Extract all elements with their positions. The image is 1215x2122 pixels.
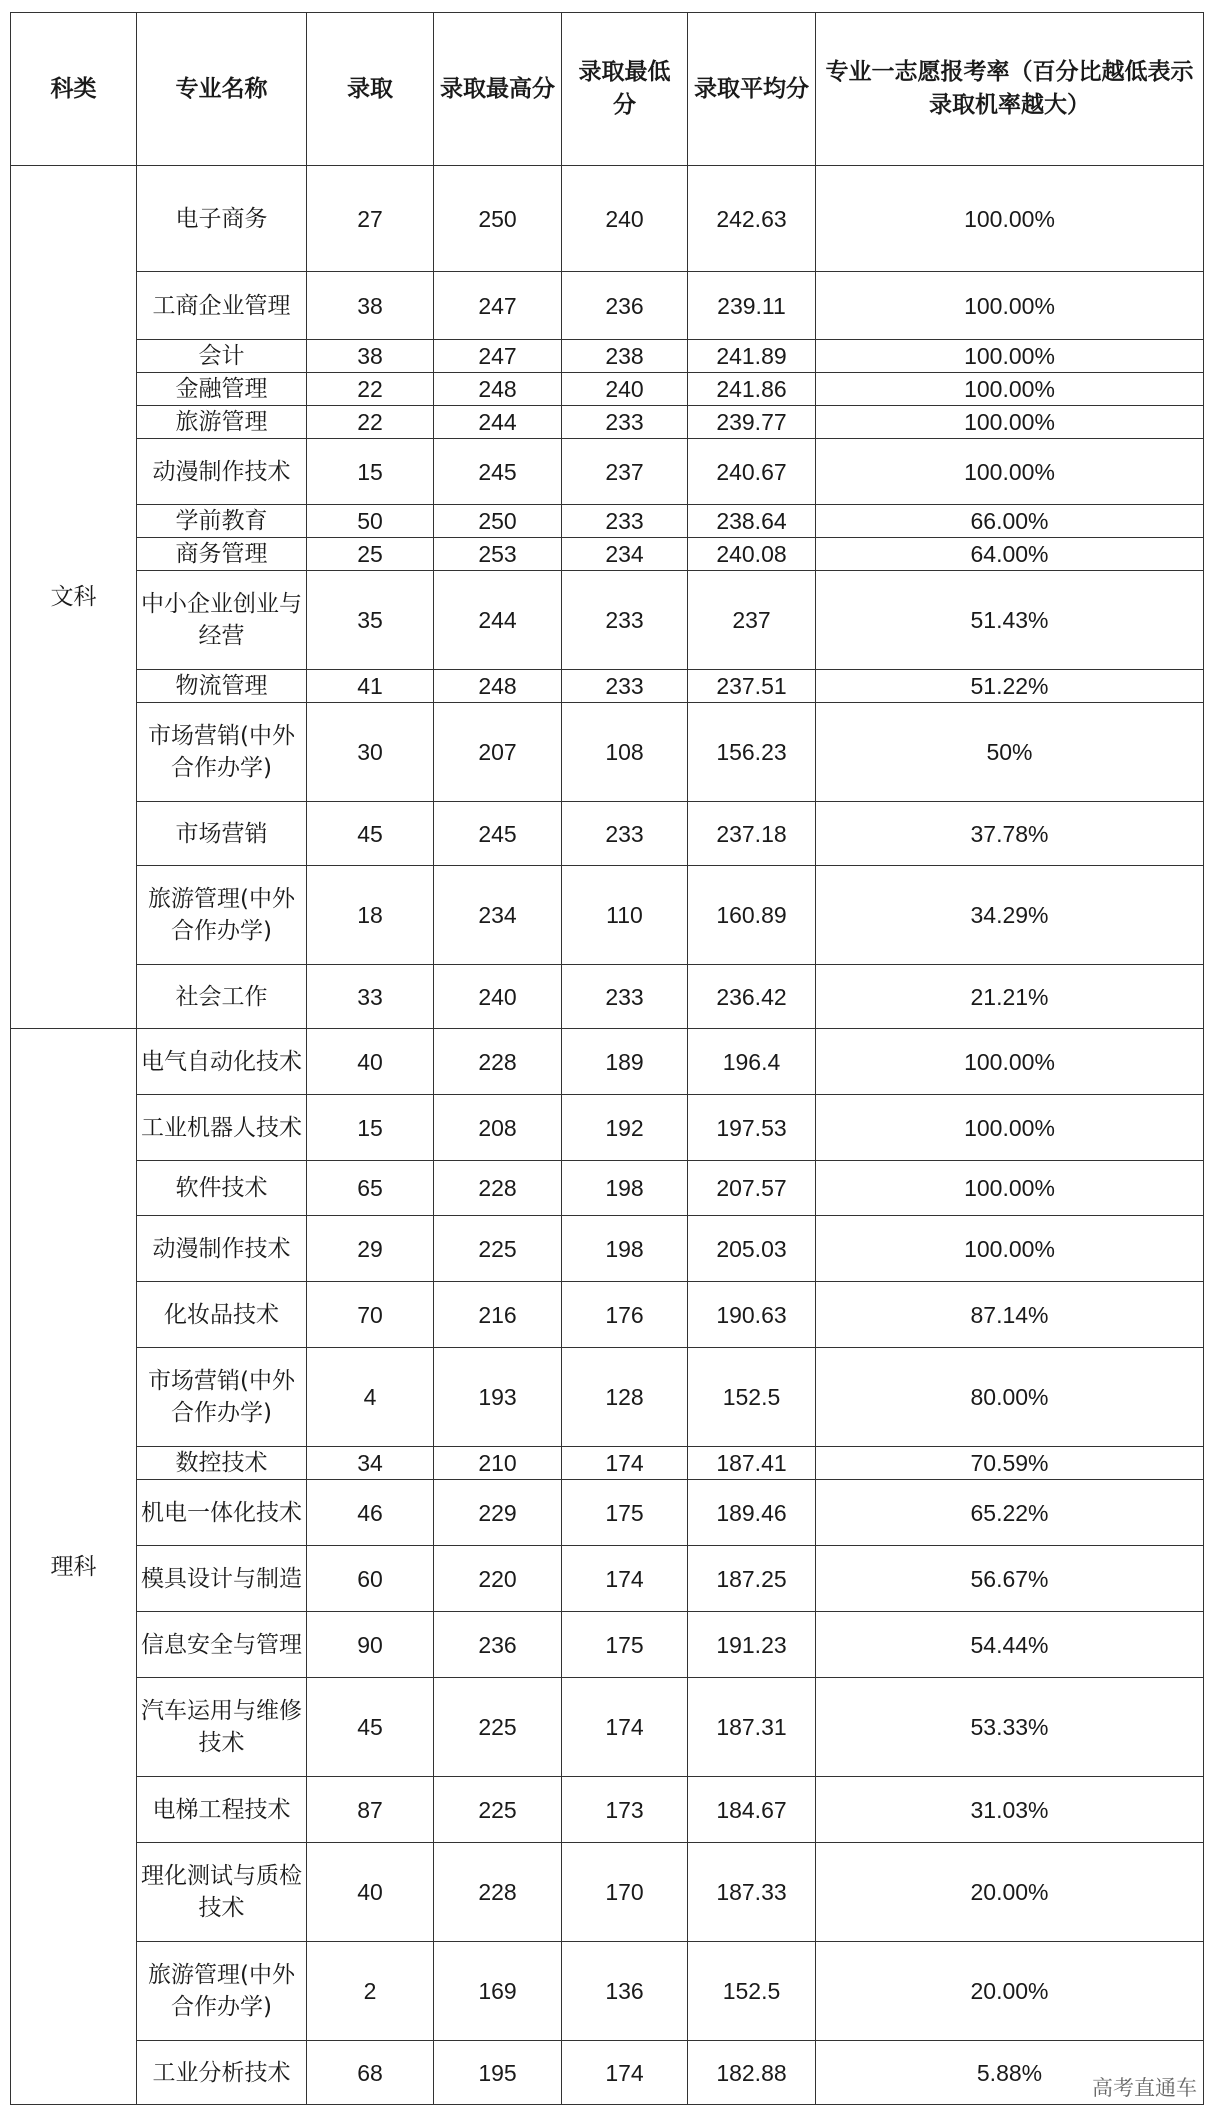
avg-score-cell: 240.67 xyxy=(688,439,816,505)
admitted-cell: 46 xyxy=(307,1480,434,1546)
avg-score-cell: 196.4 xyxy=(688,1029,816,1095)
major-name-cell: 理化测试与质检技术 xyxy=(137,1843,307,1942)
max-score-cell: 228 xyxy=(434,1843,562,1942)
major-name-cell: 中小企业创业与经营 xyxy=(137,571,307,670)
table-row xyxy=(11,1942,1204,2041)
max-score-cell: 225 xyxy=(434,1678,562,1777)
avg-score-cell: 187.41 xyxy=(688,1447,816,1480)
avg-score-cell: 238.64 xyxy=(688,505,816,538)
table-row xyxy=(11,1095,1204,1161)
avg-score-cell: 190.63 xyxy=(688,1282,816,1348)
admitted-cell: 45 xyxy=(307,1678,434,1777)
major-name-cell: 市场营销 xyxy=(137,802,307,866)
table-row xyxy=(11,340,1204,373)
major-name-cell: 工业机器人技术 xyxy=(137,1095,307,1161)
admitted-cell: 15 xyxy=(307,439,434,505)
major-name-cell: 会计 xyxy=(137,340,307,373)
min-score-cell: 240 xyxy=(562,373,688,406)
first-choice-rate-cell: 31.03% xyxy=(816,1777,1204,1843)
table-row xyxy=(11,1447,1204,1480)
max-score-cell: 250 xyxy=(434,505,562,538)
min-score-cell: 236 xyxy=(562,272,688,340)
avg-score-cell: 241.86 xyxy=(688,373,816,406)
avg-score-cell: 152.5 xyxy=(688,1348,816,1447)
admitted-cell: 27 xyxy=(307,166,434,272)
major-name-cell: 市场营销(中外合作办学) xyxy=(137,703,307,802)
admitted-cell: 45 xyxy=(307,802,434,866)
table-row xyxy=(11,1777,1204,1843)
avg-score-cell: 182.88 xyxy=(688,2041,816,2105)
first-choice-rate-cell: 66.00% xyxy=(816,505,1204,538)
avg-score-cell: 207.57 xyxy=(688,1161,816,1216)
admitted-cell: 90 xyxy=(307,1612,434,1678)
admitted-cell: 25 xyxy=(307,538,434,571)
max-score-cell: 253 xyxy=(434,538,562,571)
min-score-cell: 128 xyxy=(562,1348,688,1447)
min-score-cell: 174 xyxy=(562,1546,688,1612)
admitted-cell: 4 xyxy=(307,1348,434,1447)
first-choice-rate-cell: 100.00% xyxy=(816,272,1204,340)
major-name-cell: 机电一体化技术 xyxy=(137,1480,307,1546)
max-score-cell: 236 xyxy=(434,1612,562,1678)
max-score-cell: 247 xyxy=(434,272,562,340)
table-row xyxy=(11,866,1204,965)
header-row xyxy=(11,13,1204,166)
first-choice-rate-cell: 51.22% xyxy=(816,670,1204,703)
major-name-cell: 工商企业管理 xyxy=(137,272,307,340)
first-choice-rate-cell: 100.00% xyxy=(816,1161,1204,1216)
min-score-cell: 233 xyxy=(562,406,688,439)
max-score-cell: 245 xyxy=(434,802,562,866)
avg-score-cell: 187.25 xyxy=(688,1546,816,1612)
header-avg-score: 录取平均分 xyxy=(688,13,816,166)
avg-score-cell: 239.77 xyxy=(688,406,816,439)
table-row xyxy=(11,703,1204,802)
avg-score-cell: 241.89 xyxy=(688,340,816,373)
first-choice-rate-cell: 20.00% xyxy=(816,1843,1204,1942)
admitted-cell: 40 xyxy=(307,1843,434,1942)
major-name-cell: 市场营销(中外合作办学) xyxy=(137,1348,307,1447)
avg-score-cell: 184.67 xyxy=(688,1777,816,1843)
max-score-cell: 240 xyxy=(434,965,562,1029)
major-name-cell: 信息安全与管理 xyxy=(137,1612,307,1678)
table-row xyxy=(11,439,1204,505)
min-score-cell: 175 xyxy=(562,1612,688,1678)
table-row xyxy=(11,1348,1204,1447)
avg-score-cell: 156.23 xyxy=(688,703,816,802)
first-choice-rate-cell: 100.00% xyxy=(816,340,1204,373)
min-score-cell: 233 xyxy=(562,965,688,1029)
major-name-cell: 软件技术 xyxy=(137,1161,307,1216)
first-choice-rate-cell: 100.00% xyxy=(816,166,1204,272)
first-choice-rate-cell: 53.33% xyxy=(816,1678,1204,1777)
watermark: 高考直通车 xyxy=(1092,2076,1197,2100)
max-score-cell: 216 xyxy=(434,1282,562,1348)
min-score-cell: 174 xyxy=(562,1447,688,1480)
max-score-cell: 244 xyxy=(434,406,562,439)
max-score-cell: 228 xyxy=(434,1161,562,1216)
admitted-cell: 60 xyxy=(307,1546,434,1612)
avg-score-cell: 191.23 xyxy=(688,1612,816,1678)
max-score-cell: 225 xyxy=(434,1777,562,1843)
major-name-cell: 社会工作 xyxy=(137,965,307,1029)
header-category: 科类 xyxy=(11,13,137,166)
avg-score-cell: 205.03 xyxy=(688,1216,816,1282)
min-score-cell: 176 xyxy=(562,1282,688,1348)
avg-score-cell: 189.46 xyxy=(688,1480,816,1546)
table-row xyxy=(11,166,1204,272)
table-row xyxy=(11,1161,1204,1216)
admission-table xyxy=(10,12,1204,2105)
admitted-cell: 41 xyxy=(307,670,434,703)
table-row xyxy=(11,1678,1204,1777)
max-score-cell: 193 xyxy=(434,1348,562,1447)
table-body xyxy=(11,166,1204,2105)
admitted-cell: 18 xyxy=(307,866,434,965)
min-score-cell: 110 xyxy=(562,866,688,965)
min-score-cell: 108 xyxy=(562,703,688,802)
max-score-cell: 245 xyxy=(434,439,562,505)
avg-score-cell: 237.18 xyxy=(688,802,816,866)
max-score-cell: 244 xyxy=(434,571,562,670)
admitted-cell: 40 xyxy=(307,1029,434,1095)
first-choice-rate-cell: 100.00% xyxy=(816,439,1204,505)
header-max-score: 录取最高分 xyxy=(434,13,562,166)
min-score-cell: 175 xyxy=(562,1480,688,1546)
min-score-cell: 233 xyxy=(562,670,688,703)
avg-score-cell: 160.89 xyxy=(688,866,816,965)
major-name-cell: 物流管理 xyxy=(137,670,307,703)
header-admitted: 录取 xyxy=(307,13,434,166)
table-row xyxy=(11,1216,1204,1282)
major-name-cell: 数控技术 xyxy=(137,1447,307,1480)
min-score-cell: 198 xyxy=(562,1216,688,1282)
first-choice-rate-cell: 100.00% xyxy=(816,1029,1204,1095)
min-score-cell: 174 xyxy=(562,1678,688,1777)
major-name-cell: 电子商务 xyxy=(137,166,307,272)
first-choice-rate-cell: 51.43% xyxy=(816,571,1204,670)
max-score-cell: 210 xyxy=(434,1447,562,1480)
admitted-cell: 38 xyxy=(307,272,434,340)
table-row xyxy=(11,272,1204,340)
admitted-cell: 50 xyxy=(307,505,434,538)
first-choice-rate-cell: 80.00% xyxy=(816,1348,1204,1447)
avg-score-cell: 187.33 xyxy=(688,1843,816,1942)
major-name-cell: 电气自动化技术 xyxy=(137,1029,307,1095)
header-first-choice-rate: 专业一志愿报考率（百分比越低表示录取机率越大） xyxy=(816,13,1204,166)
max-score-cell: 207 xyxy=(434,703,562,802)
table-row xyxy=(11,1029,1204,1095)
table-row xyxy=(11,571,1204,670)
first-choice-rate-cell: 100.00% xyxy=(816,1095,1204,1161)
first-choice-rate-cell: 5.88% xyxy=(816,2041,1204,2105)
min-score-cell: 233 xyxy=(562,505,688,538)
first-choice-rate-cell: 100.00% xyxy=(816,1216,1204,1282)
min-score-cell: 192 xyxy=(562,1095,688,1161)
admitted-cell: 22 xyxy=(307,373,434,406)
admitted-cell: 22 xyxy=(307,406,434,439)
min-score-cell: 237 xyxy=(562,439,688,505)
first-choice-rate-cell: 70.59% xyxy=(816,1447,1204,1480)
table-row xyxy=(11,505,1204,538)
major-name-cell: 动漫制作技术 xyxy=(137,1216,307,1282)
avg-score-cell: 236.42 xyxy=(688,965,816,1029)
first-choice-rate-cell: 21.21% xyxy=(816,965,1204,1029)
table-row xyxy=(11,406,1204,439)
min-score-cell: 234 xyxy=(562,538,688,571)
admitted-cell: 33 xyxy=(307,965,434,1029)
admitted-cell: 68 xyxy=(307,2041,434,2105)
max-score-cell: 195 xyxy=(434,2041,562,2105)
first-choice-rate-cell: 100.00% xyxy=(816,373,1204,406)
table-row xyxy=(11,373,1204,406)
major-name-cell: 学前教育 xyxy=(137,505,307,538)
header-major-name: 专业名称 xyxy=(137,13,307,166)
table-row xyxy=(11,538,1204,571)
min-score-cell: 136 xyxy=(562,1942,688,2041)
first-choice-rate-cell: 20.00% xyxy=(816,1942,1204,2041)
min-score-cell: 198 xyxy=(562,1161,688,1216)
table-row xyxy=(11,670,1204,703)
min-score-cell: 174 xyxy=(562,2041,688,2105)
first-choice-rate-cell: 65.22% xyxy=(816,1480,1204,1546)
max-score-cell: 234 xyxy=(434,866,562,965)
admitted-cell: 70 xyxy=(307,1282,434,1348)
major-name-cell: 金融管理 xyxy=(137,373,307,406)
category-cell: 文科 xyxy=(11,166,137,1029)
admitted-cell: 65 xyxy=(307,1161,434,1216)
major-name-cell: 动漫制作技术 xyxy=(137,439,307,505)
avg-score-cell: 152.5 xyxy=(688,1942,816,2041)
first-choice-rate-cell: 100.00% xyxy=(816,406,1204,439)
major-name-cell: 工业分析技术 xyxy=(137,2041,307,2105)
max-score-cell: 228 xyxy=(434,1029,562,1095)
admitted-cell: 34 xyxy=(307,1447,434,1480)
major-name-cell: 化妆品技术 xyxy=(137,1282,307,1348)
first-choice-rate-cell: 37.78% xyxy=(816,802,1204,866)
avg-score-cell: 237.51 xyxy=(688,670,816,703)
admitted-cell: 30 xyxy=(307,703,434,802)
table-row xyxy=(11,1843,1204,1942)
min-score-cell: 189 xyxy=(562,1029,688,1095)
avg-score-cell: 237 xyxy=(688,571,816,670)
header-min-score: 录取最低分 xyxy=(562,13,688,166)
max-score-cell: 229 xyxy=(434,1480,562,1546)
first-choice-rate-cell: 54.44% xyxy=(816,1612,1204,1678)
first-choice-rate-cell: 50% xyxy=(816,703,1204,802)
admitted-cell: 35 xyxy=(307,571,434,670)
max-score-cell: 225 xyxy=(434,1216,562,1282)
first-choice-rate-cell: 64.00% xyxy=(816,538,1204,571)
max-score-cell: 208 xyxy=(434,1095,562,1161)
max-score-cell: 169 xyxy=(434,1942,562,2041)
first-choice-rate-cell: 87.14% xyxy=(816,1282,1204,1348)
table-row xyxy=(11,1282,1204,1348)
major-name-cell: 电梯工程技术 xyxy=(137,1777,307,1843)
avg-score-cell: 240.08 xyxy=(688,538,816,571)
first-choice-rate-cell: 56.67% xyxy=(816,1546,1204,1612)
table-row xyxy=(11,1612,1204,1678)
major-name-cell: 旅游管理(中外合作办学) xyxy=(137,1942,307,2041)
avg-score-cell: 197.53 xyxy=(688,1095,816,1161)
max-score-cell: 248 xyxy=(434,373,562,406)
min-score-cell: 233 xyxy=(562,571,688,670)
avg-score-cell: 242.63 xyxy=(688,166,816,272)
max-score-cell: 248 xyxy=(434,670,562,703)
major-name-cell: 商务管理 xyxy=(137,538,307,571)
category-cell: 理科 xyxy=(11,1029,137,2105)
major-name-cell: 旅游管理(中外合作办学) xyxy=(137,866,307,965)
first-choice-rate-cell: 34.29% xyxy=(816,866,1204,965)
max-score-cell: 247 xyxy=(434,340,562,373)
avg-score-cell: 187.31 xyxy=(688,1678,816,1777)
major-name-cell: 模具设计与制造 xyxy=(137,1546,307,1612)
min-score-cell: 173 xyxy=(562,1777,688,1843)
avg-score-cell: 239.11 xyxy=(688,272,816,340)
admitted-cell: 2 xyxy=(307,1942,434,2041)
table-row xyxy=(11,2041,1204,2105)
min-score-cell: 170 xyxy=(562,1843,688,1942)
max-score-cell: 220 xyxy=(434,1546,562,1612)
admitted-cell: 15 xyxy=(307,1095,434,1161)
admitted-cell: 87 xyxy=(307,1777,434,1843)
min-score-cell: 240 xyxy=(562,166,688,272)
table-row xyxy=(11,1546,1204,1612)
table-row xyxy=(11,1480,1204,1546)
table-row xyxy=(11,802,1204,866)
max-score-cell: 250 xyxy=(434,166,562,272)
min-score-cell: 233 xyxy=(562,802,688,866)
major-name-cell: 旅游管理 xyxy=(137,406,307,439)
major-name-cell: 汽车运用与维修技术 xyxy=(137,1678,307,1777)
admitted-cell: 38 xyxy=(307,340,434,373)
table-row xyxy=(11,965,1204,1029)
min-score-cell: 238 xyxy=(562,340,688,373)
admitted-cell: 29 xyxy=(307,1216,434,1282)
